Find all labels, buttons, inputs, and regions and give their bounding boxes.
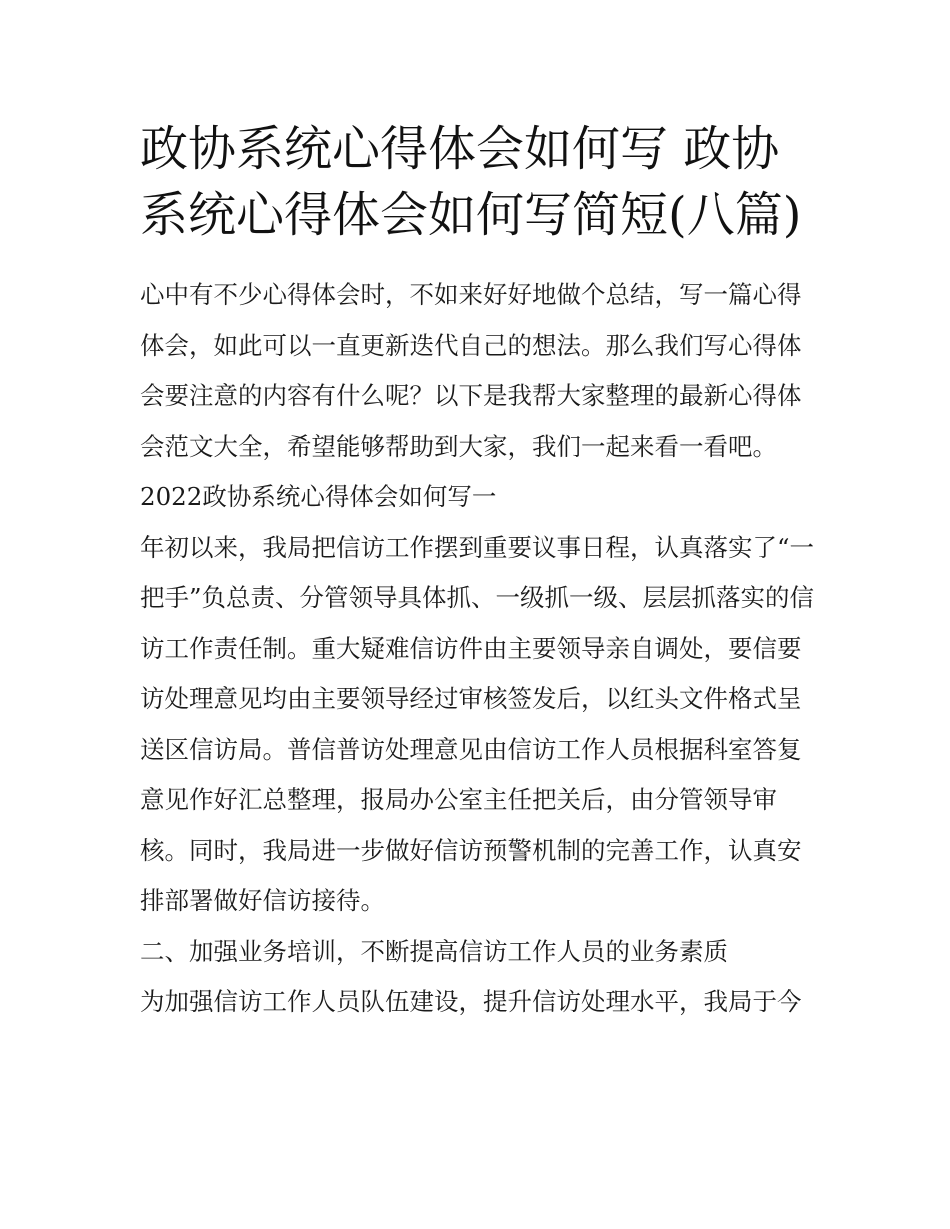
body-paragraph: 年初以来，我局把信访工作摆到重要议事日程，认真落实了“一把手”负总责、分管领导具体抓、一级抓一级、层层抓落实的信访工作责任制。重大疑难信访件由主要领导亲自调处，要信要访处理意见均由主要领导经过审核签发后，以红头文件格式呈送区信访局。普信普访处理意见由信访工作人员根据科室答复意见作好汇总整理，报局办公室主任把关后，由分管领导审核。同时，我局进一步做好信访预警机制的完善工作，认真安排部署做好信访接待。 bbox=[140, 532, 815, 915]
intro-paragraph: 心中有不少心得体会时，不如来好好地做个总结，写一篇心得体会，如此可以一直更新迭代自己的想法。那么我们写心得体会要注意的内容有什么呢？以下是我帮大家整理的最新心得体会范文大全，希望能够帮助到大家，我们一起来看一看吧。 bbox=[140, 280, 802, 461]
subsection-heading: 二、加强业务培训，不断提高信访工作人员的业务素质 bbox=[140, 936, 728, 966]
body-paragraph: 为加强信访工作人员队伍建设，提升信访处理水平，我局于今 bbox=[140, 987, 802, 1016]
document-body bbox=[140, 116, 820, 1028]
document-title: 政协系统心得体会如何写 政协系统心得体会如何写简短(八篇) bbox=[140, 121, 802, 243]
section-heading: 2022政协系统心得体会如何写一 bbox=[140, 482, 497, 511]
